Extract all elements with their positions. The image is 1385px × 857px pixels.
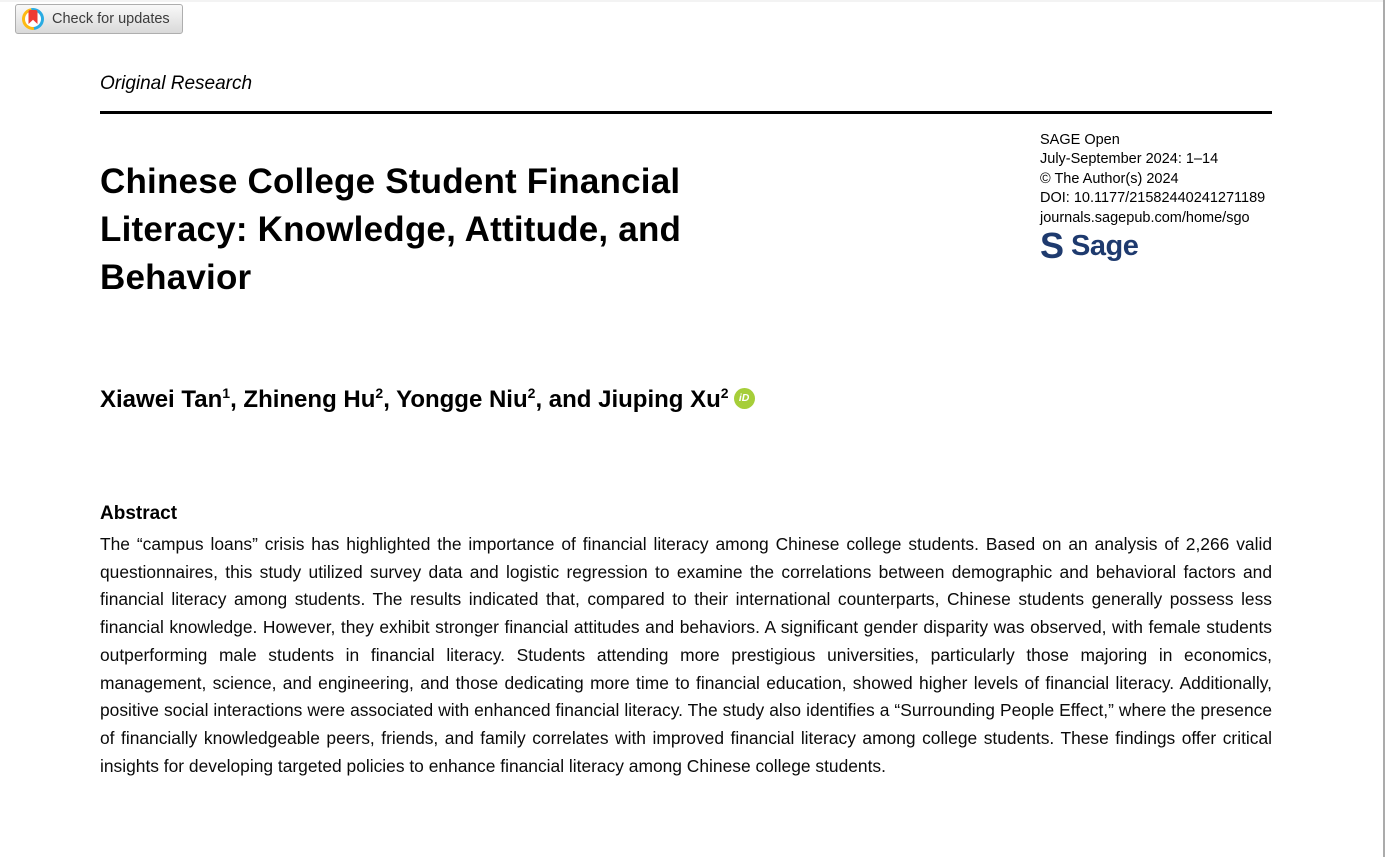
abstract-text: The “campus loans” crisis has highlighted the importance of financial literacy among Chinese college students. Based on an analysis of 2,266 valid questionnaires, this study utilized survey data and logistic regression to examine the correlations between demographic and behavioral factors and financial literacy among students. The results indicated that, compared to their international counterparts, Chinese students generally possess less financial knowledge. However, they exhibit stronger financial attitudes and behaviors. A significant gender disparity was observed, with female students outperforming male students in financial literacy. Students attending more prestigious universities, particularly those majoring in economics, management, science, and engineering, and those dedicating more time to financial education, showed higher levels of financial literacy. Additionally, positive social interactions were associated with enhanced financial literacy. The study also identifies a “Surrounding People Effect,” where the presence of financially knowledgeable peers, friends, and family correlates with improved financial literacy among college students. These findings offer critical insights for developing targeted policies to enhance financial literacy among Chinese college students. <box>100 534 1272 776</box>
author-name: Xiawei Tan <box>100 386 223 413</box>
issue-info: July-September 2024: 1–14 <box>1040 151 1219 168</box>
article-title-line: Chinese College Student Financial <box>100 162 681 201</box>
article-title-line: Behavior <box>100 258 252 297</box>
page-border-top <box>0 0 1385 2</box>
article-title-line: Literacy: Knowledge, Attitude, and <box>100 210 682 249</box>
author-name: Zhineng Hu <box>243 386 376 413</box>
header-rule <box>100 111 1272 114</box>
author-separator: , <box>230 386 244 413</box>
sage-logo-wordmark: Sage <box>1071 230 1139 263</box>
copyright-line: © The Author(s) 2024 <box>1040 170 1179 187</box>
author-affiliation-sup: 2 <box>375 385 384 401</box>
author-separator: , <box>383 386 397 413</box>
author-byline <box>100 385 755 415</box>
article-title <box>100 158 820 302</box>
orcid-icon[interactable] <box>734 388 755 409</box>
author-separator: , and <box>535 386 599 413</box>
author-affiliation-sup: 1 <box>222 385 231 401</box>
check-for-updates-button[interactable] <box>15 4 183 34</box>
author-affiliation-sup: 2 <box>720 385 729 401</box>
author-affiliation-sup: 2 <box>527 385 536 401</box>
sage-logo <box>1040 225 1290 267</box>
author-name: Yongge Niu <box>396 386 528 413</box>
article-type-label: Original Research <box>100 73 253 94</box>
journal-url-link[interactable]: journals.sagepub.com/home/sgo <box>1040 209 1250 226</box>
abstract-heading: Abstract <box>100 503 178 524</box>
abstract-section <box>100 503 1272 780</box>
journal-meta-block <box>1040 131 1290 267</box>
orcid-icon-label: iD <box>738 392 750 404</box>
check-for-updates-label: Check for updates <box>52 11 170 27</box>
doi-line: DOI: 10.1177/21582440241271189 <box>1040 190 1266 207</box>
author-name: Jiuping Xu <box>598 386 721 413</box>
sage-logo-s-icon: S <box>1040 225 1064 267</box>
journal-name: SAGE Open <box>1040 132 1120 148</box>
crossmark-icon <box>22 8 44 30</box>
